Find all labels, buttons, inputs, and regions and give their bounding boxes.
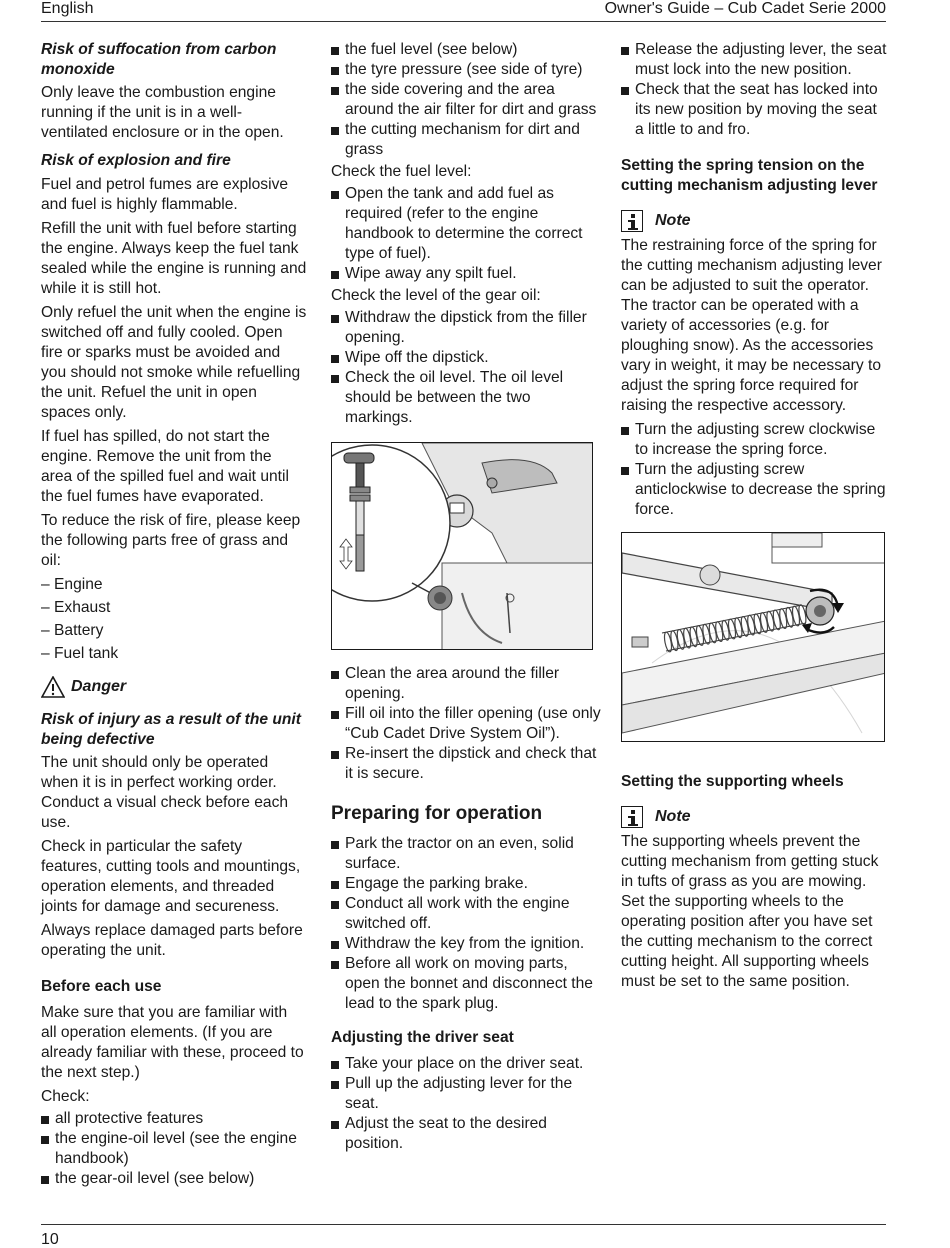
list-item: Wipe off the dipstick. — [331, 348, 601, 368]
gear-steps-list — [331, 308, 601, 428]
list-item: Re-insert the dipstick and check that it is secure. — [331, 744, 601, 784]
list-item: all protective features — [41, 1109, 307, 1129]
list-item: Clean the area around the filler opening. — [331, 664, 601, 704]
list-item: Engage the parking brake. — [331, 874, 601, 894]
para-spilled: If fuel has spilled, do not start the engine. Remove the unit from the area of the spilled fuel and wait until the fuel fumes have evaporated. — [41, 428, 289, 505]
list-item: Withdraw the key from the ignition. — [331, 934, 601, 954]
spring-steps-list — [621, 420, 889, 520]
para-replace: Always replace damaged parts before operating the unit. — [41, 922, 303, 959]
page-number: 10 — [41, 1231, 59, 1248]
list-item: Open the tank and add fuel as required (refer to the engine handbook to determine the correct type of fuel). — [331, 184, 601, 264]
heading-spring-tension: Setting the spring tension on the cutting mechanism adjusting lever — [621, 157, 878, 194]
heading-before-use: Before each use — [41, 978, 162, 995]
list-item: the engine-oil level (see the engine handbook) — [41, 1129, 307, 1169]
para-check-fuel: Check the fuel level: — [331, 163, 472, 180]
para-reduce: To reduce the risk of fire, please keep the following parts free of grass and oil: — [41, 512, 301, 569]
list-item: Check that the seat has locked into its new position by moving the seat a little to and fro. — [621, 80, 889, 140]
para-check-gear: Check the level of the gear oil: — [331, 287, 541, 304]
warning-triangle-icon — [41, 676, 65, 698]
list-item: Pull up the adjusting lever for the seat. — [331, 1074, 601, 1114]
seat-steps-list — [331, 1054, 601, 1154]
header-guide-title: Owner's Guide – Cub Cadet Serie 2000 — [604, 0, 886, 17]
check-list — [41, 1109, 307, 1189]
list-item: Check the oil level. The oil level should be between the two markings. — [331, 368, 601, 428]
page-header — [41, 0, 886, 22]
list-item: Before all work on moving parts, open the bonnet and disconnect the lead to the spark plug. — [331, 954, 601, 1014]
heading-suffocation: Risk of suffocation from carbon monoxide — [41, 41, 277, 78]
fuel-steps-list — [331, 184, 601, 284]
list-item: Release the adjusting lever, the seat must lock into the new position. — [621, 40, 889, 80]
list-item: Wipe away any spilt fuel. — [331, 264, 601, 284]
list-item: Turn the adjusting screw anticlockwise to decrease the spring force. — [621, 460, 889, 520]
list-item: Fill oil into the filler opening (use only “Cub Cadet Drive System Oil”). — [331, 704, 601, 744]
list-item: Park the tractor on an even, solid surface. — [331, 834, 601, 874]
gear-steps-after-list — [331, 664, 601, 784]
header-language: English — [41, 0, 94, 17]
footer-rule — [41, 1224, 886, 1225]
list-item: the cutting mechanism for dirt and grass — [331, 120, 601, 160]
para-refuel: Only refuel the unit when the engine is switched off and fully cooled. Open fire or sparks must be avoided and you should not smoke while refuelling the unit. Refuel the unit in open spaces only. — [41, 304, 307, 421]
para-check: Check: — [41, 1088, 90, 1105]
list-item: – Battery — [41, 622, 104, 639]
list-item: the tyre pressure (see side of tyre) — [331, 60, 601, 80]
danger-label: Danger — [71, 678, 127, 695]
check-list-continued — [331, 40, 601, 160]
para-spring: The restraining force of the spring for the cutting mechanism adjusting lever can be adjusted to suit the operator. The tractor can be operated with a variety of accessories (e.g. for ploughing snow). As the accessories vary in weight, it may be necessary to adjust the spring force required for raising the respective accessory. — [621, 237, 882, 414]
list-item: – Engine — [41, 576, 103, 593]
heading-preparing: Preparing for operation — [331, 803, 543, 824]
danger-callout — [41, 676, 307, 698]
para-refill: Refill the unit with fuel before starting the engine. Always keep the fuel tank sealed while the engine is running and while it is still hot. — [41, 220, 307, 297]
heading-explosion: Risk of explosion and fire — [41, 152, 231, 169]
column-left — [41, 40, 307, 1193]
para-familiar: Make sure that you are familiar with all operation elements. (If you are already familiar with these, proceed to the next step.) — [41, 1004, 304, 1081]
spring-drawing — [622, 533, 885, 742]
heading-injury: Risk of injury as a result of the unit being defective — [41, 711, 301, 748]
para-operated: The unit should only be operated when it is in perfect working order. Conduct a visual check before each use. — [41, 754, 289, 831]
spring-illustration — [621, 532, 885, 742]
list-item: the side covering and the area around the air filter for dirt and grass — [331, 80, 601, 120]
list-item: the gear-oil level (see below) — [41, 1169, 307, 1189]
note-callout-wheels — [621, 806, 889, 828]
para-suffocation: Only leave the combustion engine running if the unit is in a well-ventilated enclosure or in the open. — [41, 84, 284, 141]
list-item: – Fuel tank — [41, 645, 119, 662]
note-callout — [621, 210, 889, 232]
dipstick-illustration — [331, 442, 593, 650]
list-item: Adjust the seat to the desired position. — [331, 1114, 601, 1154]
list-item: the fuel level (see below) — [331, 40, 601, 60]
para-check-safety: Check in particular the safety features, cutting tools and mountings, operation elements, and threaded joints for damage and secureness. — [41, 838, 301, 915]
list-item: Take your place on the driver seat. — [331, 1054, 601, 1074]
prep-steps-list — [331, 834, 601, 1014]
info-icon — [621, 210, 643, 232]
para-wheels: The supporting wheels prevent the cutting mechanism from getting stuck in tufts of grass as you are mowing. Set the supporting wheels to the operating position after you have set the cutting mechanism to the correct cutting height. All supporting wheels must be set to the same position. — [621, 833, 879, 990]
list-item: Turn the adjusting screw clockwise to increase the spring force. — [621, 420, 889, 460]
list-item: Withdraw the dipstick from the filler opening. — [331, 308, 601, 348]
info-icon — [621, 806, 643, 828]
seat-steps-continued — [621, 40, 889, 140]
dipstick-drawing — [332, 443, 593, 650]
note-label: Note — [655, 212, 691, 229]
column-right — [621, 40, 889, 996]
note-label: Note — [655, 808, 691, 825]
list-item: Conduct all work with the engine switched off. — [331, 894, 601, 934]
list-item: – Exhaust — [41, 599, 111, 616]
heading-driver-seat: Adjusting the driver seat — [331, 1029, 514, 1046]
para-fumes: Fuel and petrol fumes are explosive and fuel is highly flammable. — [41, 176, 289, 213]
column-middle — [331, 40, 601, 1158]
parts-list — [41, 575, 307, 664]
heading-supporting-wheels: Setting the supporting wheels — [621, 773, 844, 790]
